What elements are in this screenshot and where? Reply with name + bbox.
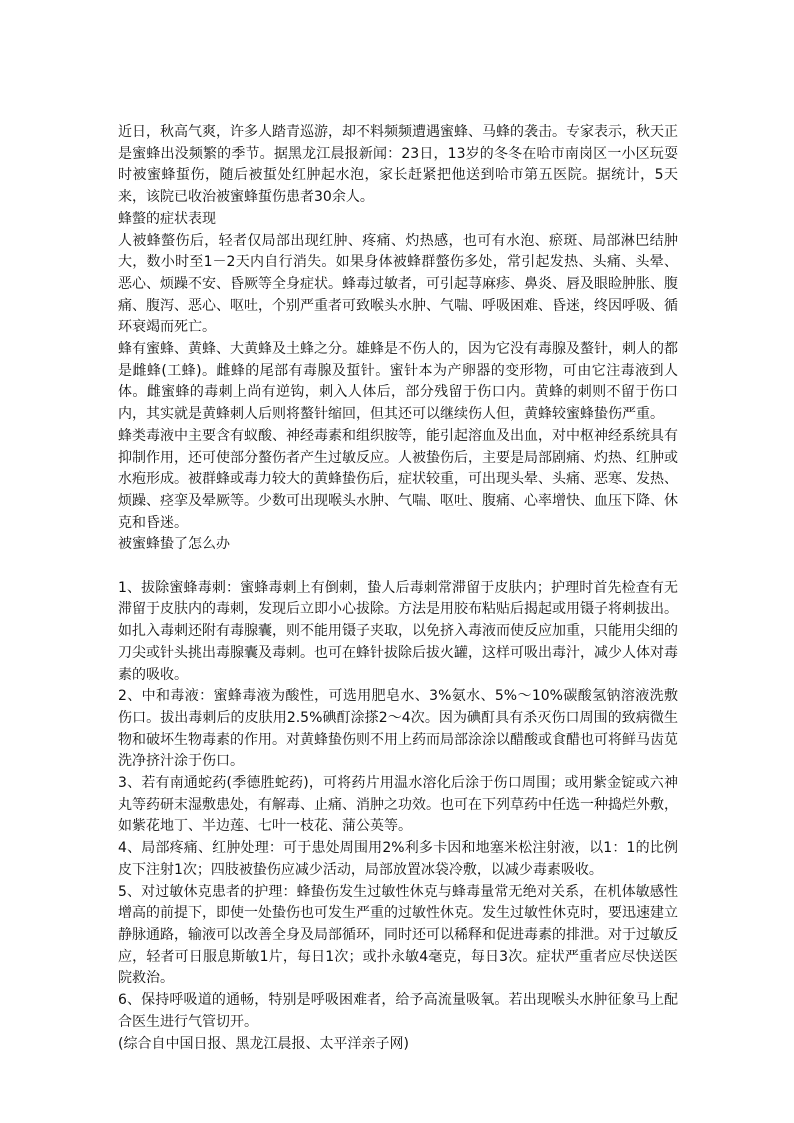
source-note: (综合自中国日报、黑龙江晨报、太平洋亲子网) xyxy=(118,1035,409,1052)
treatment-item-5: 5、对过敏休克患者的护理：蜂蛰伤发生过敏性休克与蜂毒量常无绝对关系，在机体敏感性增高的前提下，即使一处蛰伤也可发生严重的过敏性休克。发生过敏性休克时，要迅速建立静脉通路，输液可以改善全身及局部循环，同时还可以稀释和促进毒素的排泄。对于过敏反应，轻者可日服息斯敏1片，每日1次；或扑永敏4毫克，每日3次。症状严重者应尽快送医院救治。 xyxy=(118,883,678,987)
treatment-item-2: 2、中和毒液：蜜蜂毒液为酸性，可选用肥皂水、3%氨水、5%～10%碳酸氢钠溶液洗敷伤口。拔出毒刺后的皮肤用2.5%碘酊涂搽2～4次。因为碘酊具有杀灭伤口周围的致病微生物和破坏生物毒素的作用。对黄蜂蛰伤则不用上药而局部涂涂以醋酸或食醋也可将鲜马齿苋洗净挤汁涂于伤口。 xyxy=(118,688,678,770)
symptoms-paragraph-2: 蜂有蜜蜂、黄蜂、大黄蜂及土蜂之分。雄蜂是不伤人的，因为它没有毒腺及螯针，刺人的都是雌蜂(工蜂)。雌蜂的尾部有毒腺及蜇针。蜜针本为产卵器的变形物，可由它注毒液到人体。雌蜜蜂的毒刺上尚有逆钩，刺入人体后，部分残留于伤口内。黄蜂的刺则不留于伤口内，其实就是黄蜂刺人后则将螯针缩回，但其还可以继续伤人但，黄蜂较蜜蜂蛰伤严重。 xyxy=(118,341,678,423)
symptoms-paragraph-1: 人被蜂螫伤后，轻者仅局部出现红肿、疼痛、灼热感，也可有水泡、瘀斑、局部淋巴结肿大，数小时至1－2天内自行消失。如果身体被蜂群螫伤多处，常引起发热、头痛、头晕、恶心、烦躁不安、昏厥等全身症状。蜂毒过敏者，可引起荨麻疹、鼻炎、唇及眼睑肿胀、腹痛、腹泻、恶心、呕吐，个别严重者可致喉头水肿、气喘、呼吸困难、昏迷，终因呼吸、循环衰竭而死亡。 xyxy=(118,232,678,336)
intro-paragraph: 近日，秋高气爽，许多人踏青巡游，却不料频频遭遇蜜蜂、马蜂的袭击。专家表示，秋天正是蜜蜂出没频繁的季节。据黑龙江晨报新闻：23日，13岁的冬冬在哈市南岗区一小区玩耍时被蜜蜂蜇伤，随后被蜇处红肿起水泡，家长赶紧把他送到哈市第五医院。据统计，5天来，该院已收治被蜜蜂蜇伤患者30余人。 xyxy=(118,124,678,206)
treatment-item-3: 3、若有南通蛇药(季德胜蛇药)，可将药片用温水溶化后涂于伤口周围；或用紫金锭或六神丸等药研末湿敷患处，有解毒、止痛、消肿之功效。也可在下列草药中任选一种捣烂外敷，如紫花地丁、半边莲、七叶一枝花、蒲公英等。 xyxy=(118,775,678,835)
section-heading-treatment: 被蜜蜂蛰了怎么办 xyxy=(118,536,230,553)
treatment-item-4: 4、局部疼痛、红肿处理：可于患处周围用2%利多卡因和地塞米松注射液，以1：1的比例皮下注射1次；四肢被蛰伤应减少活动，局部放置冰袋冷敷，以减少毒素吸收。 xyxy=(118,840,678,878)
treatment-item-1: 1、拔除蜜蜂毒刺：蜜蜂毒刺上有倒刺，蛰人后毒刺常滞留于皮肤内；护理时首先检查有无滞留于皮肤内的毒刺，发现后立即小心拔除。方法是用胶布粘贴后揭起或用镊子将刺拔出。如扎入毒刺还附有毒腺囊，则不能用镊子夹取，以免挤入毒液而使反应加重，只能用尖细的刀尖或针头挑出毒腺囊及毒刺。也可在蜂针拔除后拔火罐，这样可吸出毒汁，减少人体对毒素的吸收。 xyxy=(118,579,678,683)
symptoms-paragraph-3: 蜂类毒液中主要含有蚁酸、神经毒素和组织胺等，能引起溶血及出血，对中枢神经系统具有抑制作用，还可使部分螯伤者产生过敏反应。人被蛰伤后，主要是局部剧痛、灼热、红肿或水疱形成。被群蜂或毒力较大的黄蜂蛰伤后，症状较重，可出现头晕、头痛、恶寒、发热、烦躁、痉挛及晕厥等。少数可出现喉头水肿、气喘、呕吐、腹痛、心率增快、血压下降、休克和昏迷。 xyxy=(118,427,678,531)
section-heading-symptoms: 蜂螫的症状表现 xyxy=(118,210,216,227)
blank-line xyxy=(118,556,678,578)
document-page xyxy=(118,122,678,1055)
treatment-item-6: 6、保持呼吸道的通畅，特别是呼吸困难者，给予高流量吸氧。若出现喉头水肿征象马上配合医生进行气管切开。 xyxy=(118,992,678,1030)
